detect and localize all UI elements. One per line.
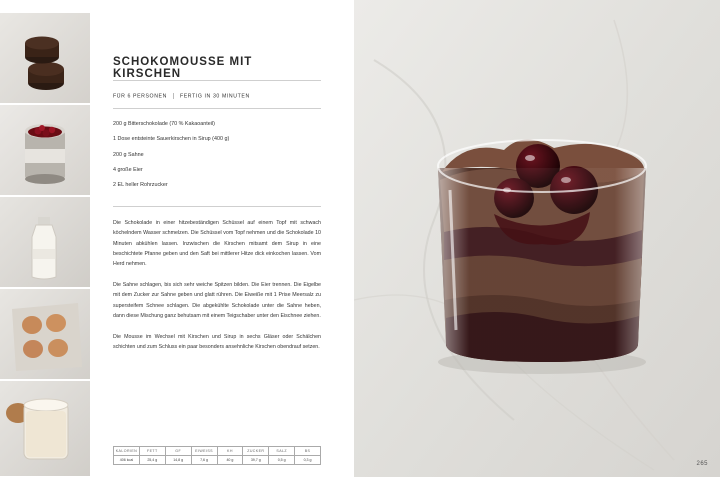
- nutrition-header-row: [114, 447, 321, 456]
- ingredient-item: 1 Dose entsteinte Sauerkirschen in Sirup (400 g): [113, 136, 230, 143]
- eggs-carton-photo: [0, 289, 90, 379]
- ingredient-item: 4 große Eier: [113, 166, 143, 173]
- page-number: 265: [696, 461, 708, 467]
- dessert-photo: [354, 0, 720, 477]
- nutrition-value-row: [114, 456, 321, 465]
- cherry-can-photo: [0, 105, 90, 195]
- servings-label: FÜR 6 PERSONEN: [113, 93, 167, 100]
- meta-separator: [173, 93, 174, 99]
- nutrition-value: 14,8 g: [165, 456, 191, 465]
- recipe-meta: [113, 93, 250, 99]
- method-paragraph: Die Schokolade in einer hitzebeständigen Schüssel auf einem Topf mit schwach köchelndem Wasser schmelzen. Die Schüssel vom Topf nehmen und die Schokolade 10 Minuten abkühlen lassen. Inzwischen die Kirschen mitsamt dem Sirup in eine beschichtete Pfanne geben und den Saft bei mittlerer Hitze dick einkochen lassen. Vom Herd nehmen.: [113, 220, 321, 268]
- ingredient-list: [113, 121, 321, 197]
- nutrition-table: [113, 446, 321, 465]
- meta-divider: [113, 108, 321, 109]
- nutrition-value: 0,3 g: [295, 456, 321, 465]
- nutrition-header: KALORIEN: [114, 447, 140, 456]
- ingredients-divider: [113, 206, 321, 207]
- nutrition-header: BS: [295, 447, 321, 456]
- method-paragraph: Die Mousse im Wechsel mit Kirschen und Sirup in sechs Gläser oder Schälchen schichten und zum Schluss ein paar besonders ansehnliche Kirschen obendrauf setzen.: [113, 333, 321, 350]
- nutrition-header: ZUCKER: [243, 447, 269, 456]
- method-text: [113, 218, 321, 363]
- nutrition-value: 0,5 g: [269, 456, 295, 465]
- nutrition-value: 25,4 g: [139, 456, 165, 465]
- nutrition-value: 39,7 g: [243, 456, 269, 465]
- ingredient-item: 200 g Bitterschokolade (70 % Kakaoanteil): [113, 121, 215, 127]
- ingredient-item: 2 EL heller Rohrzucker: [113, 182, 168, 189]
- sugar-jar-photo: [0, 381, 90, 476]
- recipe-title: SCHOKOMOUSSE MIT KIRSCHEN: [113, 56, 253, 80]
- nutrition-value: 7,6 g: [191, 456, 217, 465]
- chocolate-photo: [0, 13, 90, 103]
- nutrition-header: SALZ: [269, 447, 295, 456]
- method-paragraph: Die Sahne schlagen, bis sich sehr weiche Spitzen bilden. Die Eier trennen. Die Eigelbe mit dem Zucker zur Sahne geben und glatt rühren. Die Eiweiße mit 1 Prise Meersalz zu supersteifem Schnee schlagen. Die abgekühlte Schokolade unter die Sahne heben, dann diese Mischung ganz behutsam mit einem Teigschaber unter den Eischnee ziehen.: [113, 281, 321, 319]
- ingredient-item: 200 g Sahne: [113, 151, 144, 158]
- nutrition-value: 406 kcal: [114, 456, 140, 465]
- time-label: FERTIG IN 30 MINUTEN: [179, 93, 250, 100]
- nutrition-header: FETT: [139, 447, 165, 456]
- nutrition-header: GF: [165, 447, 191, 456]
- title-divider: [113, 80, 321, 81]
- nutrition-header: KH: [217, 447, 243, 456]
- ingredient-photo-strip: [0, 13, 90, 476]
- nutrition-value: 40 g: [217, 456, 243, 465]
- nutrition-header: EIWEISS: [191, 447, 217, 456]
- cream-bottle-photo: [0, 197, 90, 287]
